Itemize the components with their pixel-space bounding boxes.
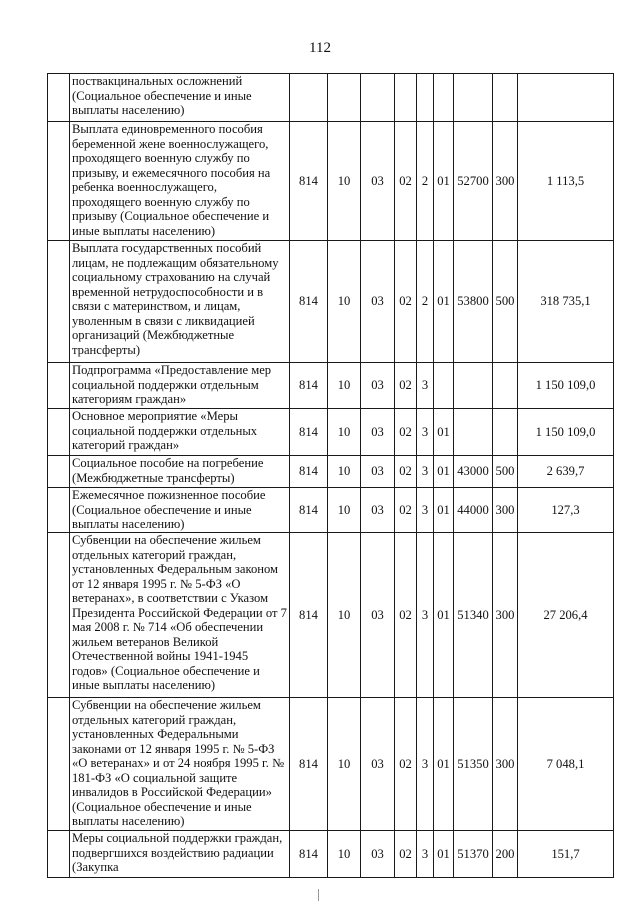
expense-type-code: 300 bbox=[493, 533, 518, 698]
program-code: 02 bbox=[395, 456, 417, 488]
main-event-code: 01 bbox=[434, 409, 454, 456]
ministry-code: 814 bbox=[290, 122, 328, 241]
ministry-code: 814 bbox=[290, 241, 328, 363]
direction-code: 51340 bbox=[454, 533, 493, 698]
row-description: Субвенции на обеспечение жильем отдельных категорий граждан, установленных Федеральными законами от 12 января 1995 г. № 5-ФЗ «О ветеранах» и от 24 ноября 1995 г. № 181-ФЗ «О социальной защите инвалидов в Российской Федерации» (Социальное обеспечение и иные выплаты населению) bbox=[70, 698, 290, 831]
section-code: 10 bbox=[328, 363, 361, 409]
main-event-code: 01 bbox=[434, 241, 454, 363]
section-code: 10 bbox=[328, 831, 361, 878]
expense-type-code: 300 bbox=[493, 488, 518, 533]
subsection-code bbox=[361, 74, 395, 122]
expense-type-code bbox=[493, 409, 518, 456]
table-row bbox=[48, 122, 614, 241]
direction-code bbox=[454, 74, 493, 122]
type-code: 3 bbox=[417, 409, 434, 456]
direction-code: 51370 bbox=[454, 831, 493, 878]
type-code: 2 bbox=[417, 122, 434, 241]
direction-code: 43000 bbox=[454, 456, 493, 488]
program-code: 02 bbox=[395, 831, 417, 878]
main-event-code: 01 bbox=[434, 456, 454, 488]
section-code bbox=[328, 74, 361, 122]
main-event-code: 01 bbox=[434, 122, 454, 241]
expense-type-code: 300 bbox=[493, 698, 518, 831]
ministry-code: 814 bbox=[290, 831, 328, 878]
direction-code: 51350 bbox=[454, 698, 493, 831]
direction-code: 53800 bbox=[454, 241, 493, 363]
type-code: 2 bbox=[417, 241, 434, 363]
program-code: 02 bbox=[395, 698, 417, 831]
amount: 2 639,7 bbox=[518, 456, 614, 488]
amount: 318 735,1 bbox=[518, 241, 614, 363]
margin-cell bbox=[48, 488, 70, 533]
section-code: 10 bbox=[328, 122, 361, 241]
table-row bbox=[48, 533, 614, 698]
type-code: 3 bbox=[417, 831, 434, 878]
type-code: 3 bbox=[417, 456, 434, 488]
type-code: 3 bbox=[417, 533, 434, 698]
program-code: 02 bbox=[395, 122, 417, 241]
row-description: Выплата государственных пособий лицам, не подлежащим обязательному социальному страхованию на случай временной нетрудоспособности и в связи с материнством, и лицам, уволенным в связи с ликвидацией организаций (Межбюджетные трансферты) bbox=[70, 241, 290, 363]
type-code bbox=[417, 74, 434, 122]
expense-type-code: 500 bbox=[493, 456, 518, 488]
expense-type-code: 200 bbox=[493, 831, 518, 878]
table-row bbox=[48, 456, 614, 488]
margin-cell bbox=[48, 74, 70, 122]
ministry-code: 814 bbox=[290, 456, 328, 488]
type-code: 3 bbox=[417, 363, 434, 409]
ministry-code: 814 bbox=[290, 533, 328, 698]
subsection-code: 03 bbox=[361, 831, 395, 878]
subsection-code: 03 bbox=[361, 363, 395, 409]
subsection-code: 03 bbox=[361, 456, 395, 488]
program-code: 02 bbox=[395, 241, 417, 363]
margin-cell bbox=[48, 456, 70, 488]
margin-cell bbox=[48, 409, 70, 456]
direction-code: 44000 bbox=[454, 488, 493, 533]
direction-code bbox=[454, 409, 493, 456]
amount: 27 206,4 bbox=[518, 533, 614, 698]
row-description: Субвенции на обеспечение жильем отдельных категорий граждан, установленных Федеральным законом от 12 января 1995 г. № 5-ФЗ «О ветеранах», в соответствии с Указом Президента Российской Федерации от 7 мая 2008 г. № 714 «Об обеспечении жильем ветеранов Великой Отечественной войны 1941-1945 годов» (Социальное обеспечение и иные выплаты населению) bbox=[70, 533, 290, 698]
program-code: 02 bbox=[395, 409, 417, 456]
margin-cell bbox=[48, 363, 70, 409]
amount: 151,7 bbox=[518, 831, 614, 878]
section-code: 10 bbox=[328, 409, 361, 456]
amount: 127,3 bbox=[518, 488, 614, 533]
table-row bbox=[48, 831, 614, 878]
ministry-code: 814 bbox=[290, 698, 328, 831]
table-row bbox=[48, 74, 614, 122]
amount: 7 048,1 bbox=[518, 698, 614, 831]
main-event-code: 01 bbox=[434, 698, 454, 831]
budget-table bbox=[47, 73, 614, 878]
subsection-code: 03 bbox=[361, 241, 395, 363]
ministry-code: 814 bbox=[290, 409, 328, 456]
table-row bbox=[48, 241, 614, 363]
ministry-code: 814 bbox=[290, 363, 328, 409]
section-code: 10 bbox=[328, 533, 361, 698]
main-event-code: 01 bbox=[434, 488, 454, 533]
expense-type-code bbox=[493, 74, 518, 122]
expense-type-code: 300 bbox=[493, 122, 518, 241]
section-code: 10 bbox=[328, 456, 361, 488]
amount: 1 150 109,0 bbox=[518, 363, 614, 409]
table-row bbox=[48, 698, 614, 831]
row-description: Ежемесячное пожизненное пособие (Социальное обеспечение и иные выплаты населению) bbox=[70, 488, 290, 533]
margin-cell bbox=[48, 533, 70, 698]
row-description: Меры социальной поддержки граждан, подвергшихся воздействию радиации (Закупка bbox=[70, 831, 290, 878]
section-code: 10 bbox=[328, 698, 361, 831]
expense-type-code bbox=[493, 363, 518, 409]
direction-code: 52700 bbox=[454, 122, 493, 241]
margin-cell bbox=[48, 241, 70, 363]
direction-code bbox=[454, 363, 493, 409]
scan-edge-mark bbox=[318, 889, 319, 901]
main-event-code bbox=[434, 74, 454, 122]
expense-type-code: 500 bbox=[493, 241, 518, 363]
ministry-code: 814 bbox=[290, 488, 328, 533]
subsection-code: 03 bbox=[361, 488, 395, 533]
row-description: Выплата единовременного пособия беременной жене военнослужащего, проходящего военную службу по призыву, и ежемесячного пособия на ребенка военнослужащего, проходящего военную службу по призыву (Социальное обеспечение и иные выплаты населению) bbox=[70, 122, 290, 241]
row-description: Социальное пособие на погребение (Межбюджетные трансферты) bbox=[70, 456, 290, 488]
table-row bbox=[48, 363, 614, 409]
row-description: Подпрограмма «Предоставление мер социальной поддержки отдельным категориям граждан» bbox=[70, 363, 290, 409]
section-code: 10 bbox=[328, 241, 361, 363]
section-code: 10 bbox=[328, 488, 361, 533]
ministry-code bbox=[290, 74, 328, 122]
amount: 1 113,5 bbox=[518, 122, 614, 241]
page-number: 112 bbox=[309, 40, 331, 56]
program-code: 02 bbox=[395, 533, 417, 698]
row-description: Основное мероприятие «Меры социальной поддержки отдельных категорий граждан» bbox=[70, 409, 290, 456]
amount: 1 150 109,0 bbox=[518, 409, 614, 456]
row-description: поствакцинальных осложнений (Социальное обеспечение и иные выплаты населению) bbox=[70, 74, 290, 122]
main-event-code bbox=[434, 363, 454, 409]
subsection-code: 03 bbox=[361, 698, 395, 831]
type-code: 3 bbox=[417, 698, 434, 831]
subsection-code: 03 bbox=[361, 122, 395, 241]
program-code bbox=[395, 74, 417, 122]
program-code: 02 bbox=[395, 488, 417, 533]
margin-cell bbox=[48, 831, 70, 878]
subsection-code: 03 bbox=[361, 409, 395, 456]
table-row bbox=[48, 409, 614, 456]
table-row bbox=[48, 488, 614, 533]
amount bbox=[518, 74, 614, 122]
type-code: 3 bbox=[417, 488, 434, 533]
main-event-code: 01 bbox=[434, 831, 454, 878]
main-event-code: 01 bbox=[434, 533, 454, 698]
subsection-code: 03 bbox=[361, 533, 395, 698]
margin-cell bbox=[48, 122, 70, 241]
margin-cell bbox=[48, 698, 70, 831]
program-code: 02 bbox=[395, 363, 417, 409]
